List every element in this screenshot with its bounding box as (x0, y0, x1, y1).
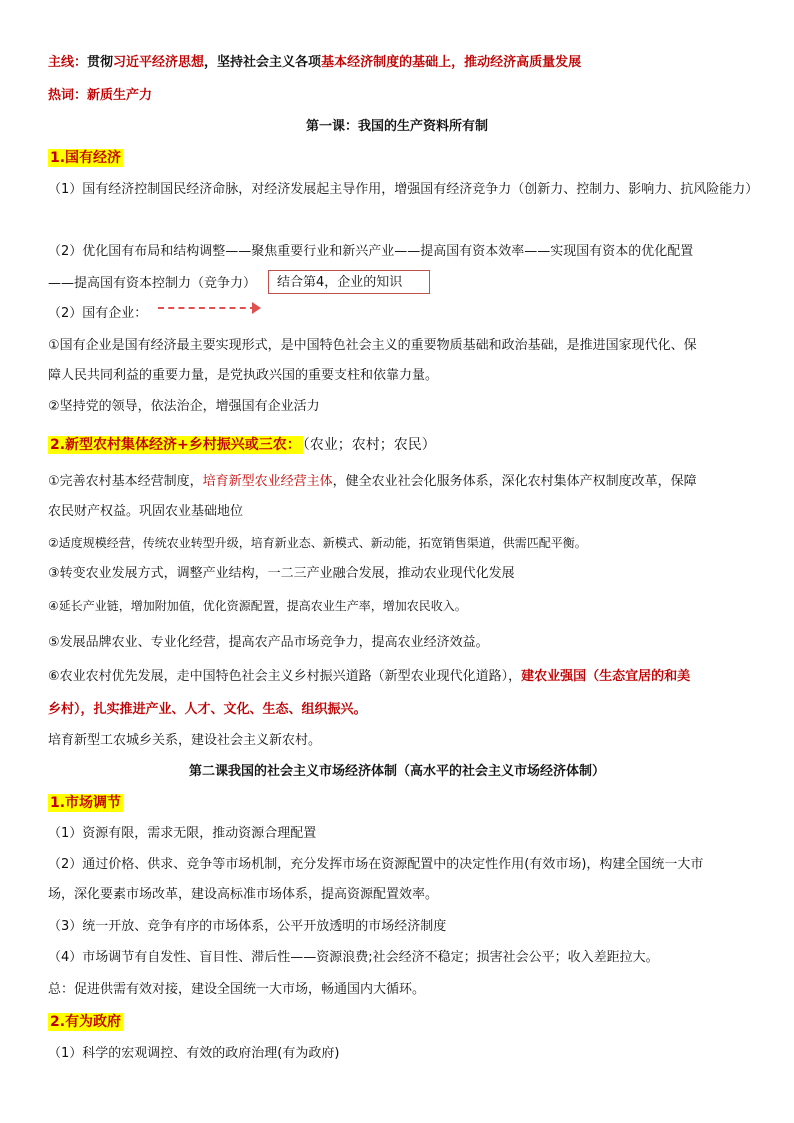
lesson1-q4: ④延长产业链，增加附加值，优化资源配置，提高农业生产率，增加农民收入。 (48, 599, 467, 613)
callout-box: 结合第4，企业的知识 (268, 270, 430, 294)
q1a-part1: ①完善农村基本经营制度， (48, 474, 203, 489)
mainline-text-1: 贯彻 (87, 55, 114, 70)
lesson1-section1-title: 1.国有经济 (50, 150, 122, 166)
lesson1-q3: ③转变农业发展方式，调整产业结构，一二三产业融合发展，推动农业现代化发展 (48, 566, 515, 581)
lesson1-title: 第一课：我国的生产资料所有制 (305, 119, 488, 134)
lesson2-section2-heading (48, 1013, 753, 1031)
hotword-label: 热词： (48, 88, 88, 103)
lesson1-p4a: ①国有企业是国有经济最主要实现形式，是中国特色社会主义的重要物质基础和政治基础，是推进国家现代化、保 (48, 338, 697, 353)
mainline-label: 主线： (48, 55, 88, 70)
mainline-text-4: 基本经济制度的基础上，推动经济高质量发展 (321, 55, 582, 70)
lesson2-m3: （3）统一开放、竞争有序的市场体系，公平开放透明的市场经济制度 (48, 919, 447, 934)
lesson1-section2-title: 2.新型农村集体经济+乡村振兴或三农： (50, 437, 301, 453)
lesson2-section1-title: 1.市场调节 (50, 795, 122, 811)
lesson1-q6b: 乡村），扎实推进产业、人才、文化、生态、组织振兴。 (48, 702, 367, 717)
lesson1-p2b: ——提高国有资本控制力（竞争力） (48, 276, 257, 291)
lesson1-section2-subtitle: （农业；农村；农民） (302, 437, 436, 453)
hotword (48, 87, 753, 105)
lesson1-q5: ⑤发展品牌农业、专业化经营，提高农产品市场竞争力，提高农业经济效益。 (48, 635, 489, 650)
lesson1-section2-heading (48, 436, 753, 454)
mainline-text-2: 习近平经济思想 (113, 55, 205, 70)
lesson1-section1-heading (48, 149, 753, 167)
q1a-part3: ，健全农业社会化服务体系，深化农村集体产权制度改革，保障 (332, 474, 697, 489)
q6a-part1: ⑥农业农村优先发展，走中国特色社会主义乡村振兴道路（新型农业现代化道路）， (48, 669, 522, 684)
lesson1-p2a: （2）优化国有布局和结构调整——聚焦重要行业和新兴产业——提高国有资本效率——实现国有资本的优化配置 (48, 244, 694, 259)
mainline-text-3: ，坚持社会主义各项 (204, 55, 322, 70)
lesson1-q1b: 农民财产权益。巩固农业基础地位 (48, 504, 244, 519)
lesson2-m1: （1）资源有限，需求无限，推动资源合理配置 (48, 826, 317, 841)
lesson2-m2a: （2）通过价格、供求、竞争等市场机制，充分发挥市场在资源配置中的决定性作用(有效市场)，构建全国统一大市 (48, 857, 704, 872)
lesson2-m5: 总：促进供需有效对接，建设全国统一大市场，畅通国内大循环。 (48, 982, 426, 997)
lesson1-p5: ②坚持党的领导，依法治企，增强国有企业活力 (48, 399, 320, 414)
lesson1-q6a (48, 668, 753, 686)
lesson1-q7: 培育新型工农城乡关系，建设社会主义新农村。 (48, 733, 322, 748)
lesson2-m4: （4）市场调节有自发性、盲目性、滞后性——资源浪费;社会经济不稳定；损害社会公平；收入差距拉大。 (48, 950, 659, 965)
lesson1-p4b: 障人民共同利益的重要力量，是党执政兴国的重要支柱和依靠力量。 (48, 368, 439, 383)
lesson2-m2b: 场，深化要素市场改革，建设高标准市场体系，提高资源配置效率。 (48, 887, 439, 902)
lesson1-q2: ②适度规模经营，传统农业转型升级，培育新业态、新模式、新动能，拓宽销售渠道，供需匹配平衡。 (48, 536, 587, 550)
lesson2-section1-heading (48, 794, 753, 812)
lesson1-q1a (48, 473, 753, 491)
lesson2-title: 第二课我国的社会主义市场经济体制（高水平的社会主义市场经济体制） (188, 764, 605, 779)
lesson2-section2-title: 2.有为政府 (50, 1014, 122, 1030)
q6a-part2: 建农业强国（生态宜居的和美 (521, 669, 691, 684)
lesson2-g1: （1）科学的宏观调控、有效的政府治理(有为政府) (48, 1046, 340, 1061)
q1a-part2: 培育新型农业经营主体 (202, 474, 333, 489)
lesson1-p3: （2）国有企业： (48, 306, 148, 321)
lesson1-p1: （1）国有经济控制国民经济命脉，对经济发展起主导作用，增强国有经济竞争力（创新力、控制力、影响力、抗风险能力） (48, 182, 759, 197)
mainline (48, 54, 753, 72)
hotword-text: 新质生产力 (87, 88, 153, 103)
